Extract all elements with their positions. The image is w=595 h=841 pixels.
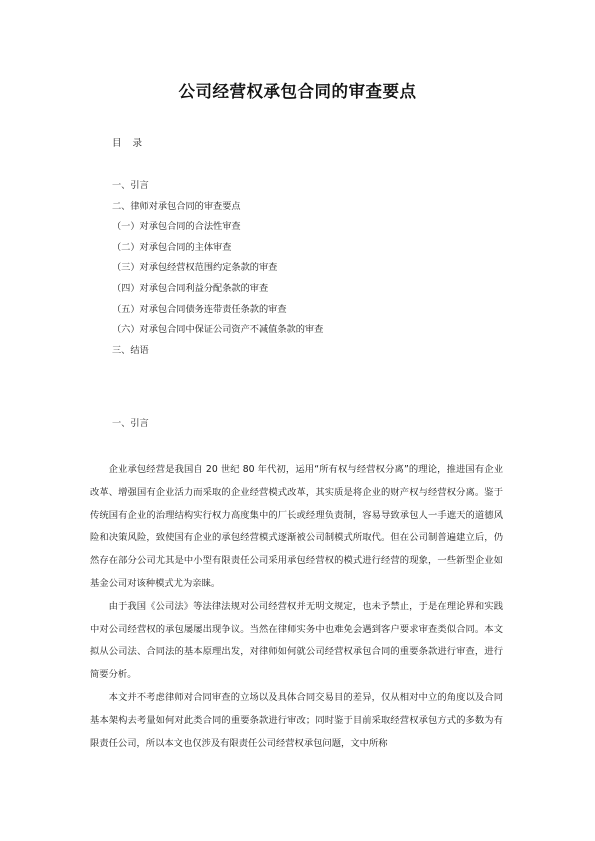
toc-item: （二）对承包合同的主体审查: [112, 241, 232, 253]
paragraph: 本文并不考虑律师对合同审查的立场以及具体合同交易目的差异，仅从相对中立的角度以及合同基本架构去考量如何对此类合同的重要条款进行审改；同时鉴于目前采取经营权承包方式的多数为有限责任公司，所以本文也仅涉及有限责任公司经营权承包问题，文中所称: [90, 691, 503, 749]
toc-heading: 目 录: [112, 138, 147, 149]
toc-item: （三）对承包经营权范围约定条款的审查: [112, 262, 278, 274]
toc-item: （四）对承包合同利益分配条款的审查: [112, 282, 269, 294]
paragraph: 企业承包经营是我国自 20 世纪 80 年代初，运用“所有权与经营权分离”的理论，推进国有企业改革、增强国有企业活力而采取的企业经营模式改革，其实质是将企业的财产权与经营权分离。鉴于传统国有企业的治理结构实行权力高度集中的厂长或经理负责制，容易导致承包人一手遮天的道德风险和决策风险，致使国有企业的承包经营模式逐渐被公司制模式所取代。但在公司制普遍建立后，仍然存在部分公司尤其是中小型有限责任公司采用承包经营权的模式进行经营的现象，一些新型企业如基金公司对该种模式尤为亲睐。: [90, 464, 503, 589]
table-of-contents: [112, 180, 323, 365]
section-heading: 一、引言: [112, 418, 149, 429]
toc-item: （五）对承包合同债务连带责任条款的审查: [112, 303, 287, 315]
toc-item: 一、引言: [112, 180, 149, 191]
toc-item: （一）对承包合同的合法性审查: [112, 221, 241, 233]
toc-item: 二、律师对承包合同的审查要点: [112, 200, 241, 212]
toc-item: （六）对承包合同中保证公司资产不减值条款的审查: [112, 324, 324, 336]
toc-item: 三、结语: [112, 344, 149, 356]
paragraph: 由于我国《公司法》等法律法规对公司经营权并无明文规定，也未予禁止，于是在理论界和实践中对公司经营权的承包屡屡出现争议。当然在律师实务中也难免会遇到客户要求审查类似合同。本文拟从公司法、合同法的基本原理出发，对律师如何就公司经营权承包合同的重要条款进行审查，进行简要分析。: [90, 600, 503, 681]
document-title: 公司经营权承包合同的审查要点: [178, 82, 417, 101]
body-text: [90, 459, 503, 755]
